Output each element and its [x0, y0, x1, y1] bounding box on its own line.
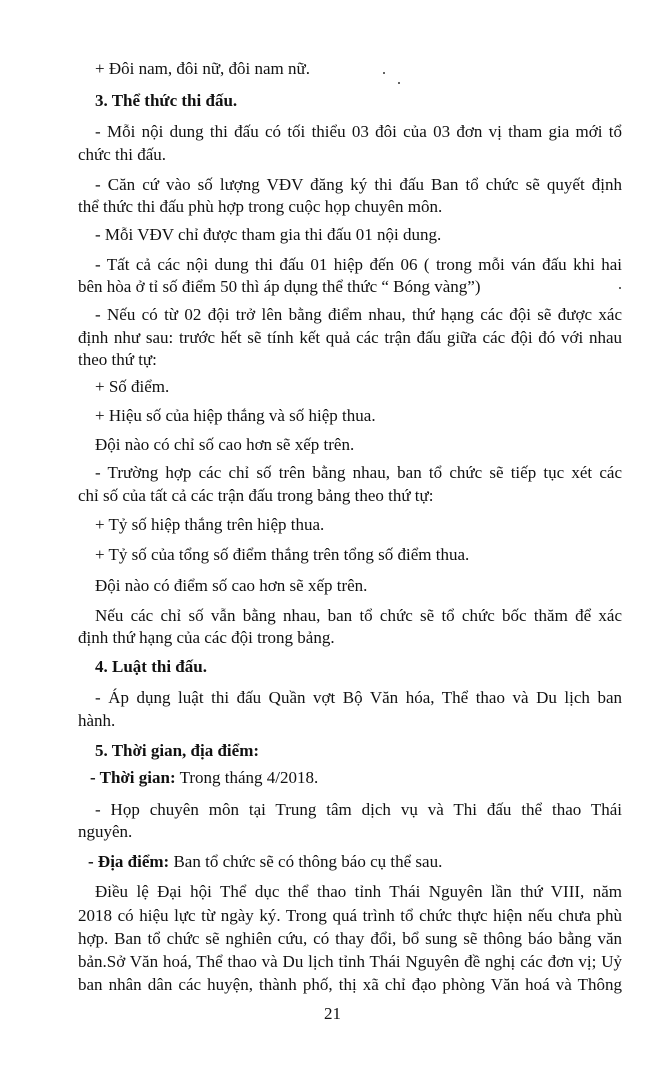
text-line: - Căn cứ vào số lượng VĐV đăng ký thi đấu Ban tổ chức sẽ quyết định — [95, 175, 622, 194]
text-line — [88, 852, 442, 872]
text-line: nguyên. — [78, 822, 133, 841]
text-line: + Hiệu số của hiệp thắng và số hiệp thua. — [95, 406, 376, 425]
time-label: - Thời gian: — [90, 768, 176, 787]
page-number: 21 — [324, 1004, 341, 1023]
text-line: - Tất cả các nội dung thi đấu 01 hiệp đến 06 ( trong mỗi ván đấu khi hai — [95, 255, 622, 274]
text-line: Đội nào có điểm số cao hơn sẽ xếp trên. — [95, 576, 368, 595]
text-line: bên hòa ở tỉ số điểm 50 thì áp dụng thể thức “ Bóng vàng”) — [78, 277, 481, 296]
text-line: - Họp chuyên môn tại Trung tâm dịch vụ và Thi đấu thể thao Thái — [95, 800, 622, 819]
text-line: + Tỷ số của tổng số điểm thắng trên tổng số điểm thua. — [95, 545, 470, 564]
place-value: Ban tổ chức sẽ có thông báo cụ thể sau. — [169, 852, 443, 871]
text-line: định thứ hạng của các đội trong bảng. — [78, 628, 335, 647]
text-line: hành. — [78, 711, 116, 730]
text-line: + Đôi nam, đôi nữ, đôi nam nữ. — [95, 59, 310, 78]
text-line: Điều lệ Đại hội Thể dục thể thao tỉnh Thái Nguyên lần thứ VIII, năm — [95, 882, 622, 901]
text-line: - Mỗi VĐV chỉ được tham gia thi đấu 01 nội dung. — [95, 225, 442, 244]
text-line: theo thứ tự: — [78, 350, 157, 369]
text-line: định như sau: trước hết sẽ tính kết quả các trận đấu giữa các đội đó với nhau — [78, 328, 622, 347]
section-heading-3: 3. Thể thức thi đấu. — [95, 91, 238, 110]
text-line — [90, 768, 318, 788]
text-line: thể thức thi đấu phù hợp trong cuộc họp chuyên môn. — [78, 197, 443, 216]
text-line: chỉ số của tất cả các trận đấu trong bảng theo thứ tự: — [78, 486, 434, 505]
text-line: chức thi đấu. — [78, 145, 167, 164]
scan-speck — [619, 287, 621, 289]
text-line: Đội nào có chỉ số cao hơn sẽ xếp trên. — [95, 435, 355, 454]
section-heading-4: 4. Luật thi đấu. — [95, 657, 207, 676]
text-line: 2018 có hiệu lực từ ngày ký. Trong quá trình tổ chức thực hiện nếu chưa phù — [78, 906, 622, 925]
place-label: - Địa điểm: — [88, 852, 170, 871]
scan-speck — [383, 72, 385, 74]
text-line: - Áp dụng luật thi đấu Quần vợt Bộ Văn hóa, Thể thao và Du lịch ban — [95, 688, 622, 707]
text-line: - Nếu có từ 02 đội trở lên bằng điểm nhau, thứ hạng các đội sẽ được xác — [95, 305, 622, 324]
scan-speck — [398, 82, 400, 84]
section-heading-5: 5. Thời gian, địa điểm: — [95, 741, 260, 760]
time-value: Trong tháng 4/2018. — [175, 768, 319, 787]
text-line: - Trường hợp các chỉ số trên bằng nhau, ban tổ chức sẽ tiếp tục xét các — [95, 463, 622, 482]
text-line: - Mỗi nội dung thi đấu có tối thiểu 03 đôi của 03 đơn vị tham gia mới tổ — [95, 122, 622, 141]
text-line: + Tỷ số hiệp thắng trên hiệp thua. — [95, 515, 325, 534]
text-line: + Số điểm. — [95, 377, 170, 396]
text-line: hợp. Ban tổ chức sẽ nghiên cứu, có thay đổi, bổ sung sẽ thông báo bằng văn — [78, 929, 622, 948]
text-line: Nếu các chỉ số vẫn bằng nhau, ban tổ chức sẽ tổ chức bốc thăm để xác — [95, 606, 622, 625]
text-line: bản.Sở Văn hoá, Thể thao và Du lịch tỉnh Thái Nguyên đề nghị các đơn vị; Uỷ — [78, 952, 622, 971]
text-line: ban nhân dân các huyện, thành phố, thị xã chỉ đạo phòng Văn hoá và Thông — [78, 975, 622, 994]
